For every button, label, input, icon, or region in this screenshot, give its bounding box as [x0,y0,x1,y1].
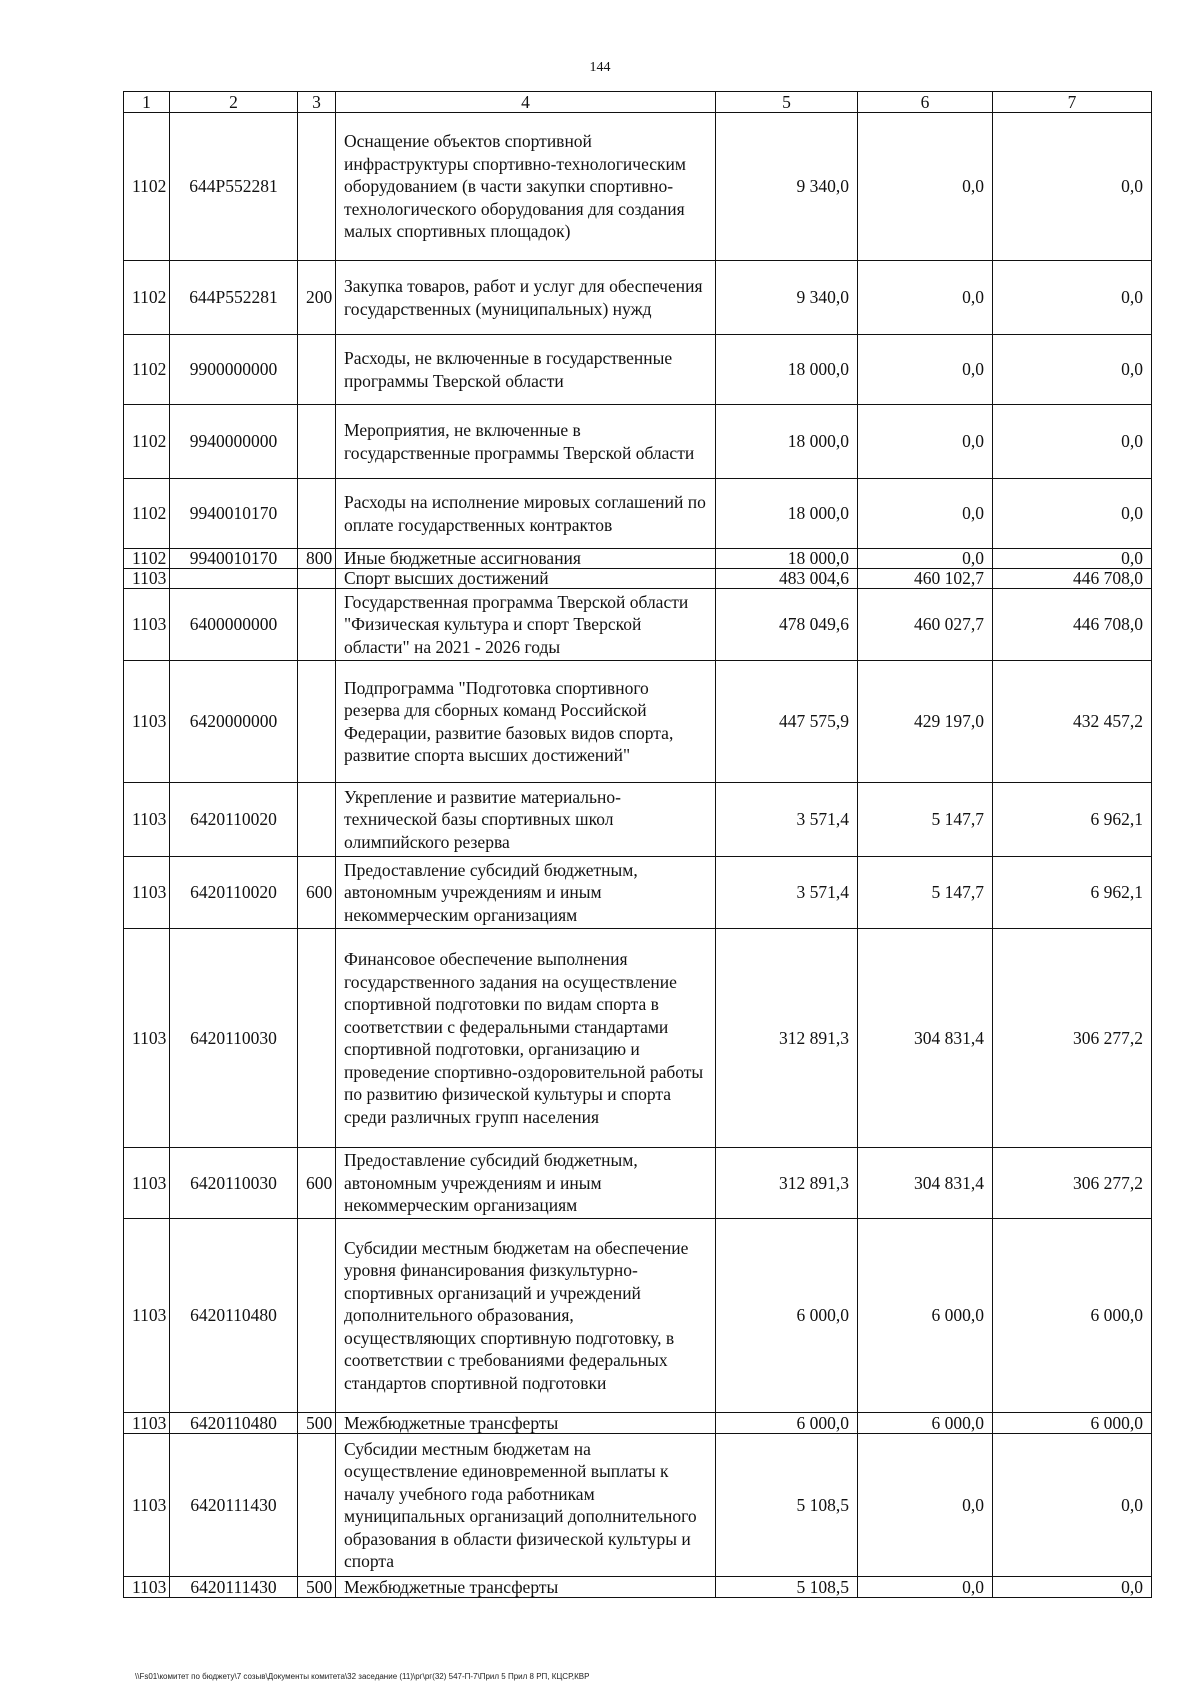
expense-type [298,589,336,661]
amount-year-2: 0,0 [858,261,993,335]
target-code: 9900000000 [170,335,298,405]
amount-year-1: 5 108,5 [716,1577,858,1598]
section-code: 1103 [124,1219,170,1413]
item-name: Оснащение объектов спортивной инфраструктуры спортивно-технологическим оборудованием (в части закупки спортивно-технологического оборудования для создания малых спортивных площадок) [336,113,716,261]
table-row [124,261,1152,335]
item-name: Спорт высших достижений [336,569,716,589]
header-col-2: 2 [170,92,298,113]
amount-year-3: 306 277,2 [993,1148,1152,1219]
amount-year-2: 304 831,4 [858,929,993,1148]
target-code: 6420110030 [170,929,298,1148]
item-name: Подпрограмма "Подготовка спортивного резерва для сборных команд Российской Федерации, развитие базовых видов спорта, развитие спорта высших достижений" [336,661,716,783]
item-name: Предоставление субсидий бюджетным, автономным учреждениям и иным некоммерческим организациям [336,857,716,929]
expense-type: 200 [298,261,336,335]
target-code: 9940010170 [170,479,298,549]
amount-year-2: 0,0 [858,1577,993,1598]
table-row [124,549,1152,569]
table-row [124,661,1152,783]
item-name: Расходы, не включенные в государственные программы Тверской области [336,335,716,405]
section-code: 1102 [124,405,170,479]
amount-year-1: 18 000,0 [716,479,858,549]
header-col-6: 6 [858,92,993,113]
amount-year-2: 0,0 [858,1434,993,1577]
amount-year-1: 483 004,6 [716,569,858,589]
expense-type [298,661,336,783]
header-col-7: 7 [993,92,1152,113]
amount-year-2: 5 147,7 [858,857,993,929]
header-row [124,92,1152,113]
amount-year-2: 0,0 [858,113,993,261]
table-row [124,1577,1152,1598]
amount-year-2: 304 831,4 [858,1148,993,1219]
table-row [124,1413,1152,1434]
amount-year-1: 6 000,0 [716,1219,858,1413]
target-code: 6420111430 [170,1577,298,1598]
amount-year-1: 3 571,4 [716,857,858,929]
amount-year-1: 447 575,9 [716,661,858,783]
section-code: 1103 [124,661,170,783]
amount-year-3: 6 000,0 [993,1219,1152,1413]
table-row [124,479,1152,549]
item-name: Мероприятия, не включенные в государственные программы Тверской области [336,405,716,479]
target-code: 9940000000 [170,405,298,479]
expense-type: 600 [298,1148,336,1219]
amount-year-2: 460 102,7 [858,569,993,589]
item-name: Межбюджетные трансферты [336,1577,716,1598]
header-col-5: 5 [716,92,858,113]
section-code: 1103 [124,857,170,929]
header-col-1: 1 [124,92,170,113]
amount-year-1: 478 049,6 [716,589,858,661]
amount-year-3: 0,0 [993,1434,1152,1577]
target-code: 644P552281 [170,261,298,335]
expense-type: 800 [298,549,336,569]
amount-year-1: 9 340,0 [716,261,858,335]
table-row [124,1219,1152,1413]
target-code [170,569,298,589]
amount-year-2: 460 027,7 [858,589,993,661]
item-name: Межбюджетные трансферты [336,1413,716,1434]
expense-type [298,1434,336,1577]
amount-year-3: 0,0 [993,549,1152,569]
target-code: 644P552281 [170,113,298,261]
item-name: Субсидии местным бюджетам на обеспечение уровня финансирования физкультурно-спортивных организаций и учреждений дополнительного образования, осуществляющих спортивную подготовку, в соответствии с требованиями федеральных стандартов спортивной подготовки [336,1219,716,1413]
expense-type [298,479,336,549]
amount-year-1: 18 000,0 [716,405,858,479]
amount-year-3: 0,0 [993,405,1152,479]
expense-type [298,783,336,857]
target-code: 6420110480 [170,1413,298,1434]
section-code: 1102 [124,335,170,405]
amount-year-1: 312 891,3 [716,929,858,1148]
table-header [124,92,1152,113]
item-name: Закупка товаров, работ и услуг для обеспечения государственных (муниципальных) нужд [336,261,716,335]
expense-type [298,405,336,479]
table-row [124,783,1152,857]
table-row [124,335,1152,405]
amount-year-1: 5 108,5 [716,1434,858,1577]
amount-year-3: 432 457,2 [993,661,1152,783]
expense-type: 500 [298,1577,336,1598]
expense-type: 600 [298,857,336,929]
section-code: 1103 [124,929,170,1148]
amount-year-2: 0,0 [858,479,993,549]
amount-year-3: 6 962,1 [993,783,1152,857]
amount-year-2: 0,0 [858,405,993,479]
expense-type [298,569,336,589]
expense-type [298,1219,336,1413]
item-name: Иные бюджетные ассигнования [336,549,716,569]
amount-year-3: 6 000,0 [993,1413,1152,1434]
expense-type: 500 [298,1413,336,1434]
item-name: Субсидии местным бюджетам на осуществление единовременной выплаты к началу учебного года работникам муниципальных организаций дополнительного образования в области физической культуры и спорта [336,1434,716,1577]
amount-year-2: 0,0 [858,335,993,405]
footer-file-path: \\Fs01\комитет по бюджету\7 созыв\Документы комитета\32 заседание (11)\рг\рг(32) 547-П-7\Прил 5 Прил 8 РП, КЦСР,КВР [135,1672,590,1681]
item-name: Укрепление и развитие материально-технической базы спортивных школ олимпийского резерва [336,783,716,857]
section-code: 1103 [124,569,170,589]
amount-year-1: 9 340,0 [716,113,858,261]
target-code: 6420111430 [170,1434,298,1577]
section-code: 1102 [124,549,170,569]
target-code: 6420110030 [170,1148,298,1219]
section-code: 1102 [124,479,170,549]
section-code: 1103 [124,1413,170,1434]
table-row [124,857,1152,929]
amount-year-3: 306 277,2 [993,929,1152,1148]
amount-year-3: 0,0 [993,479,1152,549]
section-code: 1103 [124,1148,170,1219]
amount-year-2: 0,0 [858,549,993,569]
expense-type [298,335,336,405]
amount-year-2: 429 197,0 [858,661,993,783]
table-row [124,929,1152,1148]
page-number: 144 [589,60,611,75]
table-row [124,569,1152,589]
amount-year-3: 0,0 [993,1577,1152,1598]
amount-year-2: 6 000,0 [858,1219,993,1413]
section-code: 1102 [124,261,170,335]
amount-year-2: 6 000,0 [858,1413,993,1434]
table-row [124,1434,1152,1577]
header-col-3: 3 [298,92,336,113]
budget-table [123,91,1152,1598]
table-row [124,1148,1152,1219]
amount-year-1: 18 000,0 [716,335,858,405]
section-code: 1103 [124,783,170,857]
section-code: 1103 [124,1577,170,1598]
amount-year-3: 6 962,1 [993,857,1152,929]
section-code: 1103 [124,589,170,661]
amount-year-3: 0,0 [993,335,1152,405]
amount-year-1: 18 000,0 [716,549,858,569]
expense-type [298,929,336,1148]
item-name: Предоставление субсидий бюджетным, автономным учреждениям и иным некоммерческим организациям [336,1148,716,1219]
table-row [124,405,1152,479]
expense-type [298,113,336,261]
amount-year-3: 446 708,0 [993,569,1152,589]
table-row [124,589,1152,661]
target-code: 6420110020 [170,783,298,857]
amount-year-1: 3 571,4 [716,783,858,857]
amount-year-1: 312 891,3 [716,1148,858,1219]
target-code: 6420110020 [170,857,298,929]
table-row [124,113,1152,261]
section-code: 1103 [124,1434,170,1577]
amount-year-3: 446 708,0 [993,589,1152,661]
amount-year-3: 0,0 [993,261,1152,335]
table-body [124,113,1152,1598]
target-code: 9940010170 [170,549,298,569]
target-code: 6420110480 [170,1219,298,1413]
section-code: 1102 [124,113,170,261]
amount-year-3: 0,0 [993,113,1152,261]
target-code: 6420000000 [170,661,298,783]
header-col-4: 4 [336,92,716,113]
item-name: Финансовое обеспечение выполнения государственного задания на осуществление спортивной подготовки по видам спорта в соответствии с федеральными стандартами спортивной подготовки, организацию и проведение спортивно-оздоровительной работы по развитию физической культуры и спорта среди различных групп населения [336,929,716,1148]
amount-year-2: 5 147,7 [858,783,993,857]
target-code: 6400000000 [170,589,298,661]
amount-year-1: 6 000,0 [716,1413,858,1434]
item-name: Государственная программа Тверской области "Физическая культура и спорт Тверской области" на 2021 - 2026 годы [336,589,716,661]
item-name: Расходы на исполнение мировых соглашений по оплате государственных контрактов [336,479,716,549]
